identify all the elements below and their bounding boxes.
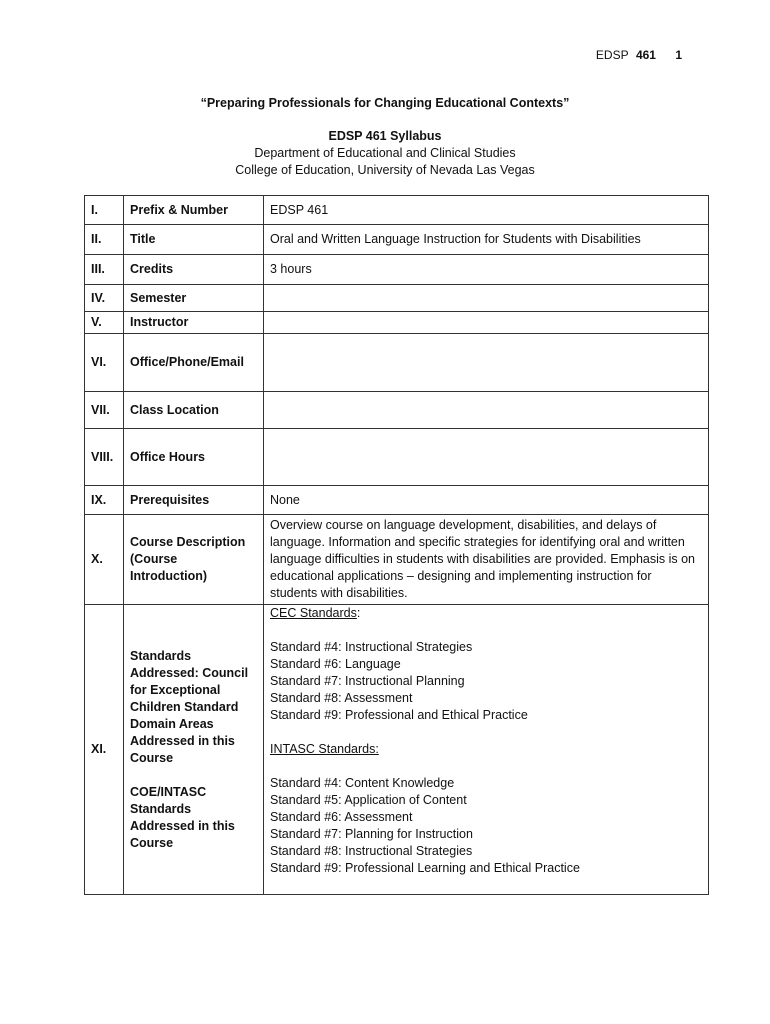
row-number: IV. bbox=[85, 285, 124, 312]
row-number: VII. bbox=[85, 392, 124, 429]
page-header bbox=[596, 48, 682, 62]
table-row bbox=[85, 392, 709, 429]
college-name: College of Education, University of Nevada Las Vegas bbox=[235, 163, 535, 177]
row-label: Semester bbox=[124, 285, 264, 312]
department-name: Department of Educational and Clinical Studies bbox=[254, 146, 516, 160]
table-row bbox=[85, 515, 709, 605]
row-label: Instructor bbox=[124, 312, 264, 334]
row-label: Credits bbox=[124, 255, 264, 285]
standards-label bbox=[124, 605, 264, 895]
header-course-number: 461 bbox=[635, 48, 656, 62]
table-row bbox=[85, 312, 709, 334]
tagline: “Preparing Professionals for Changing Educational Contexts” bbox=[200, 96, 570, 110]
row-number: VI. bbox=[85, 334, 124, 392]
cec-standard-item: Standard #7: Instructional Planning bbox=[270, 674, 465, 688]
intasc-standard-item: Standard #7: Planning for Instruction bbox=[270, 827, 473, 841]
intasc-standard-item: Standard #9: Professional Learning and Ethical Practice bbox=[270, 861, 580, 875]
row-value bbox=[264, 334, 709, 392]
table-row bbox=[85, 285, 709, 312]
intasc-standard-item: Standard #6: Assessment bbox=[270, 810, 413, 824]
row-label: Title bbox=[124, 225, 264, 255]
row-number: XI. bbox=[85, 605, 124, 895]
page-number: 1 bbox=[675, 48, 682, 62]
syllabus-title: EDSP 461 Syllabus bbox=[328, 129, 442, 143]
standards-label-coe: COE/INTASC Standards Addressed in this Course bbox=[130, 784, 235, 850]
cec-standard-item: Standard #4: Instructional Strategies bbox=[270, 640, 473, 654]
row-number: III. bbox=[85, 255, 124, 285]
row-number: V. bbox=[85, 312, 124, 334]
intasc-heading: INTASC Standards: bbox=[270, 742, 379, 756]
row-label: Office Hours bbox=[124, 429, 264, 486]
row-label: Office/Phone/Email bbox=[124, 334, 264, 392]
table-row bbox=[85, 486, 709, 515]
intasc-standard-item: Standard #8: Instructional Strategies bbox=[270, 844, 473, 858]
intasc-standard-item: Standard #4: Content Knowledge bbox=[270, 776, 455, 790]
row-number: II. bbox=[85, 225, 124, 255]
standards-label-cec: Standards Addressed: Council for Exceptional Children Standard Domain Areas Addressed in this Course bbox=[130, 648, 249, 765]
header-course: EDSP bbox=[595, 48, 629, 62]
row-value bbox=[264, 285, 709, 312]
row-number: I. bbox=[85, 196, 124, 225]
row-value bbox=[264, 312, 709, 334]
row-number: IX. bbox=[85, 486, 124, 515]
row-value bbox=[264, 429, 709, 486]
row-value: EDSP 461 bbox=[264, 196, 709, 225]
row-value: Oral and Written Language Instruction for Students with Disabilities bbox=[264, 225, 709, 255]
syllabus-table bbox=[84, 195, 709, 895]
row-label: Prerequisites bbox=[124, 486, 264, 515]
row-value: None bbox=[264, 486, 709, 515]
table-row bbox=[85, 334, 709, 392]
row-value bbox=[264, 392, 709, 429]
table-row bbox=[85, 429, 709, 486]
row-number: VIII. bbox=[85, 429, 124, 486]
row-label: Class Location bbox=[124, 392, 264, 429]
standards-list bbox=[264, 605, 709, 895]
cec-heading: CEC Standards bbox=[270, 606, 357, 620]
table-row-standards bbox=[85, 605, 709, 895]
table-row bbox=[85, 196, 709, 225]
row-number: X. bbox=[85, 515, 124, 605]
cec-heading-colon: : bbox=[356, 606, 361, 620]
row-value: Overview course on language development, disabilities, and delays of language. Information and specific strategies for identifying oral and written language difficulties in students with disabilities are provided. Emphasis is on educational applications – designing and implementing instruction for students with disabilities. bbox=[264, 515, 709, 605]
row-label: Course Description (Course Introduction) bbox=[124, 515, 264, 605]
cec-standard-item: Standard #8: Assessment bbox=[270, 691, 413, 705]
table-row bbox=[85, 225, 709, 255]
cec-standard-item: Standard #9: Professional and Ethical Practice bbox=[270, 708, 528, 722]
intasc-standard-item: Standard #5: Application of Content bbox=[270, 793, 467, 807]
table-row bbox=[85, 255, 709, 285]
row-label: Prefix & Number bbox=[124, 196, 264, 225]
cec-standard-item: Standard #6: Language bbox=[270, 657, 401, 671]
row-value: 3 hours bbox=[264, 255, 709, 285]
